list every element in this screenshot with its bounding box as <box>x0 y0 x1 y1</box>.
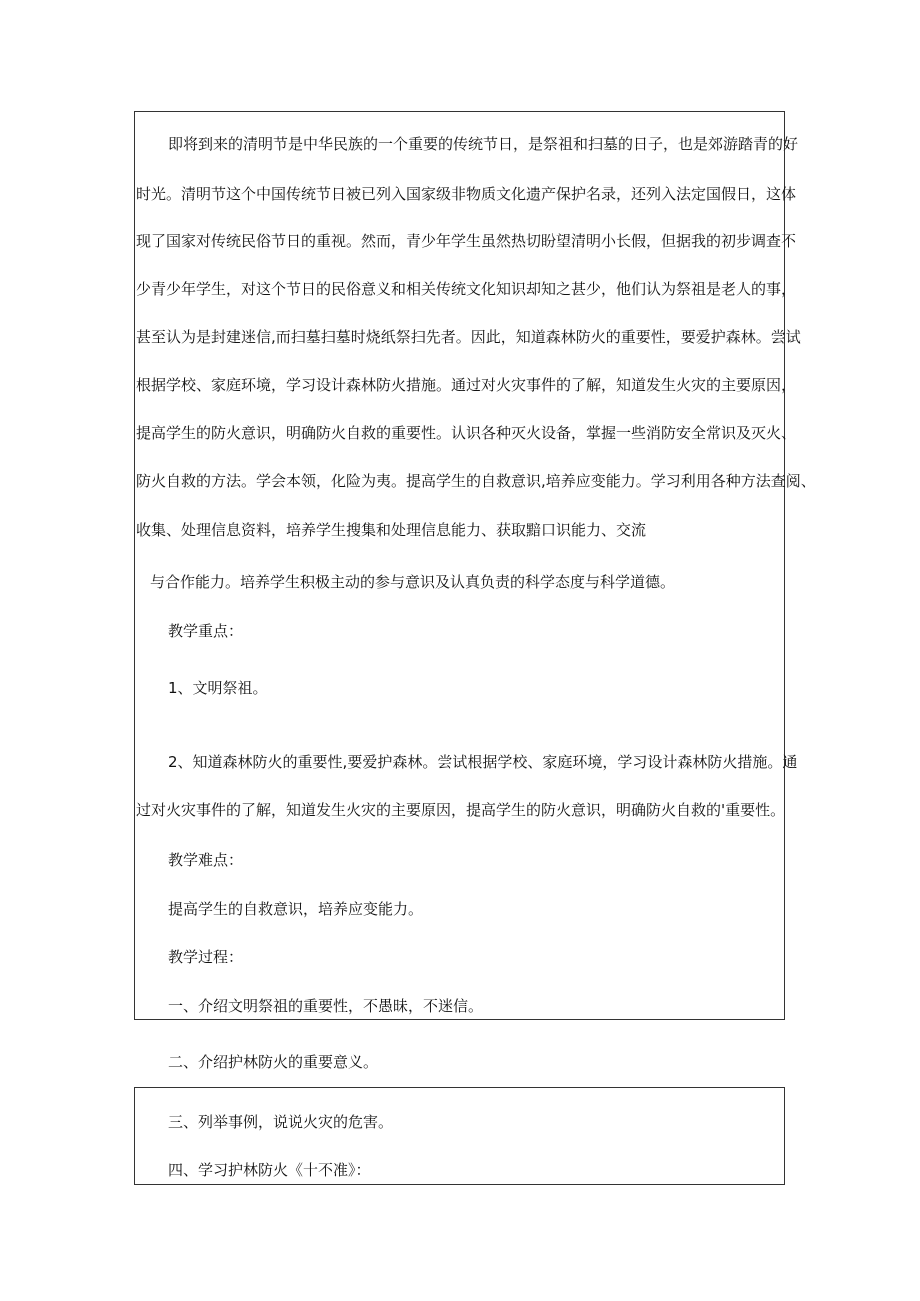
intro-line-5: 甚至认为是封建迷信,而扫墓扫墓时烧纸祭扫先者。因此，知道森林防火的重要性，要爱护森林。尝试 <box>136 328 801 346</box>
difficulty-heading: 教学难点： <box>168 851 244 869</box>
intro-line-2: 时光。清明节这个中国传统节日被已列入国家级非物质文化遗产保护名录，还列入法定国假日，这体 <box>136 185 797 203</box>
process-step-2: 二、介绍护林防火的重要意义。 <box>168 1053 379 1071</box>
key-points-heading: 教学重点： <box>168 622 244 640</box>
process-step-1: 一、介绍文明祭祖的重要性，不愚昧，不迷信。 <box>168 997 484 1015</box>
intro-line-4: 少青少年学生，对这个节日的民俗意义和相关传统文化知识却知之甚少，他们认为祭祖是老人的事， <box>136 280 797 298</box>
key-point-2-line-1: 2、知道森林防火的重要性,要爱护森林。尝试根据学校、家庭环境，学习设计森林防火措施。通 <box>168 753 798 771</box>
intro-line-6: 根据学校、家庭环境，学习设计森林防火措施。通过对火灾事件的了解，知道发生火灾的主要原因， <box>136 376 797 394</box>
key-point-1: 1、文明祭祖。 <box>168 679 268 697</box>
intro-line-7: 提高学生的防火意识，明确防火自救的重要性。认识各种灭火设备，掌握一些消防安全常识及灭火、 <box>136 424 797 442</box>
process-step-4: 四、学习护林防火《十不准》： <box>168 1161 371 1179</box>
intro-continuation: 与合作能力。培养学生积极主动的参与意识及认真负责的科学态度与科学道德。 <box>150 573 676 591</box>
process-step-3: 三、列举事例，说说火灾的危害。 <box>168 1113 394 1131</box>
key-point-2-line-2: 过对火灾事件的了解，知道发生火灾的主要原因，提高学生的防火意识，明确防火自救的'重要性。 <box>136 801 786 819</box>
difficulty-text: 提高学生的自救意识，培养应变能力。 <box>168 900 424 918</box>
intro-line-9: 收集、处理信息资料，培养学生搜集和处理信息能力、获取黯口识能力、交流 <box>136 521 647 539</box>
intro-line-1: 即将到来的清明节是中华民族的一个重要的传统节日，是祭祖和扫墓的日子，也是郊游踏青的好 <box>168 135 799 153</box>
intro-line-8: 防火自救的方法。学会本领，化险为夷。提高学生的自救意识,培养应变能力。学习利用各种方法查阅、 <box>136 472 816 490</box>
intro-line-3: 现了国家对传统民俗节日的重视。然而，青少年学生虽然热切盼望清明小长假，但据我的初步调查不 <box>136 232 797 250</box>
process-heading: 教学过程： <box>168 948 244 966</box>
